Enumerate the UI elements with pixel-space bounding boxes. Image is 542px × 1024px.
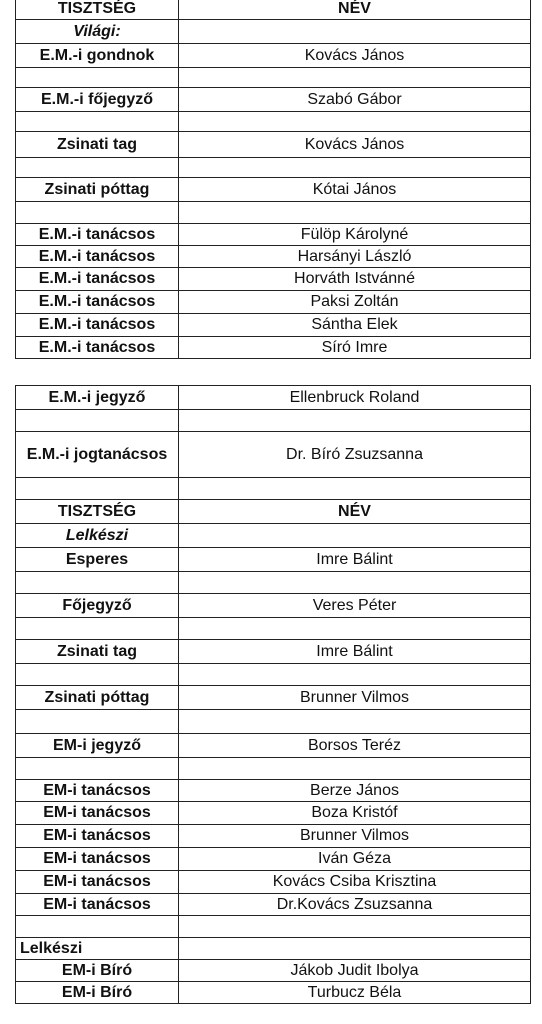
position-cell: E.M.-i gondnok <box>16 44 179 68</box>
name-cell <box>179 710 531 734</box>
position-cell: EM-i jegyző <box>16 734 179 758</box>
table-row <box>16 548 531 572</box>
name-cell: Veres Péter <box>179 594 531 618</box>
table-row <box>16 337 531 359</box>
name-cell: Horváth Istvánné <box>179 268 531 291</box>
table-row <box>16 524 531 548</box>
table-row <box>16 982 531 1004</box>
table-row <box>16 178 531 202</box>
position-cell: EM-i tanácsos <box>16 802 179 825</box>
name-cell: Imre Bálint <box>179 548 531 572</box>
table-row <box>16 132 531 158</box>
table-row <box>16 0 531 20</box>
table-row <box>16 224 531 246</box>
table-row <box>16 158 531 178</box>
name-cell <box>179 68 531 88</box>
name-cell <box>179 112 531 132</box>
position-cell: EM-i Bíró <box>16 982 179 1004</box>
name-cell <box>179 938 531 960</box>
position-cell <box>16 478 179 500</box>
name-cell <box>179 478 531 500</box>
name-cell <box>179 664 531 686</box>
position-cell <box>16 158 179 178</box>
name-cell: Imre Bálint <box>179 640 531 664</box>
table-row <box>16 848 531 871</box>
table-row <box>16 20 531 44</box>
position-cell: E.M.-i tanácsos <box>16 224 179 246</box>
name-cell: Kovács János <box>179 132 531 158</box>
name-cell <box>179 20 531 44</box>
table-row <box>16 734 531 758</box>
table-row <box>16 618 531 640</box>
position-cell: Zsinati tag <box>16 640 179 664</box>
name-cell: Szabó Gábor <box>179 88 531 112</box>
position-cell <box>16 618 179 640</box>
name-cell <box>179 618 531 640</box>
name-cell: Dr.Kovács Zsuzsanna <box>179 894 531 916</box>
position-cell: EM-i tanácsos <box>16 825 179 848</box>
table-row <box>16 314 531 337</box>
position-cell: TISZTSÉG <box>16 0 179 20</box>
table-row <box>16 68 531 88</box>
name-cell <box>179 202 531 224</box>
name-cell: Brunner Vilmos <box>179 825 531 848</box>
table-row <box>16 386 531 410</box>
table-row <box>16 500 531 524</box>
position-cell <box>16 202 179 224</box>
position-cell <box>16 916 179 938</box>
table-row <box>16 202 531 224</box>
table-row <box>16 938 531 960</box>
name-cell <box>179 524 531 548</box>
table-row <box>16 825 531 848</box>
position-cell: E.M.-i tanácsos <box>16 268 179 291</box>
name-cell: Boza Kristóf <box>179 802 531 825</box>
table-row <box>16 664 531 686</box>
name-cell: Fülöp Károlyné <box>179 224 531 246</box>
position-cell: TISZTSÉG <box>16 500 179 524</box>
position-cell: E.M.-i tanácsos <box>16 337 179 359</box>
position-cell: EM-i Bíró <box>16 960 179 982</box>
position-cell: E.M.-i főjegyző <box>16 88 179 112</box>
position-cell: EM-i tanácsos <box>16 894 179 916</box>
table-row <box>16 478 531 500</box>
table-row <box>16 410 531 432</box>
name-cell <box>179 572 531 594</box>
table-row <box>16 686 531 710</box>
name-cell: Kótai János <box>179 178 531 202</box>
position-cell: Zsinati tag <box>16 132 179 158</box>
position-cell <box>16 710 179 734</box>
name-cell <box>179 158 531 178</box>
name-cell: Brunner Vilmos <box>179 686 531 710</box>
position-cell: E.M.-i jogtanácsos <box>16 432 179 478</box>
position-cell: Esperes <box>16 548 179 572</box>
name-cell <box>179 916 531 938</box>
position-cell: E.M.-i tanácsos <box>16 291 179 314</box>
name-cell: Jákob Judit Ibolya <box>179 960 531 982</box>
position-cell: Zsinati póttag <box>16 178 179 202</box>
name-cell: NÉV <box>179 500 531 524</box>
table-row <box>16 640 531 664</box>
name-cell: Síró Imre <box>179 337 531 359</box>
name-cell: Turbucz Béla <box>179 982 531 1004</box>
table-row <box>16 594 531 618</box>
table-row <box>16 780 531 802</box>
position-cell: E.M.-i tanácsos <box>16 246 179 268</box>
table-row <box>16 710 531 734</box>
table-row <box>16 802 531 825</box>
position-cell <box>16 410 179 432</box>
table-row <box>16 268 531 291</box>
position-cell: E.M.-i jegyző <box>16 386 179 410</box>
name-cell: Ellenbruck Roland <box>179 386 531 410</box>
position-cell <box>16 68 179 88</box>
name-cell: Paksi Zoltán <box>179 291 531 314</box>
position-cell: EM-i tanácsos <box>16 780 179 802</box>
table-row <box>16 916 531 938</box>
position-cell <box>16 664 179 686</box>
name-cell: Iván Géza <box>179 848 531 871</box>
table-row <box>16 894 531 916</box>
position-cell: EM-i tanácsos <box>16 871 179 894</box>
table-row <box>16 432 531 478</box>
name-cell: Sántha Elek <box>179 314 531 337</box>
table-row <box>16 572 531 594</box>
name-cell <box>179 410 531 432</box>
position-cell: Lelkészi <box>16 938 179 960</box>
position-cell <box>16 758 179 780</box>
officials-table-clerical <box>15 385 531 1004</box>
position-cell <box>16 572 179 594</box>
position-cell: E.M.-i tanácsos <box>16 314 179 337</box>
position-cell: Zsinati póttag <box>16 686 179 710</box>
name-cell: Kovács Csiba Krisztina <box>179 871 531 894</box>
position-cell: Világi: <box>16 20 179 44</box>
table-row <box>16 112 531 132</box>
table-row <box>16 44 531 68</box>
table-row <box>16 246 531 268</box>
name-cell: Borsos Teréz <box>179 734 531 758</box>
table-row <box>16 88 531 112</box>
position-cell: Lelkészi <box>16 524 179 548</box>
name-cell <box>179 758 531 780</box>
officials-table-secular <box>15 0 531 359</box>
name-cell: Kovács János <box>179 44 531 68</box>
name-cell: Dr. Bíró Zsuzsanna <box>179 432 531 478</box>
position-cell: EM-i tanácsos <box>16 848 179 871</box>
table-row <box>16 960 531 982</box>
table-row <box>16 291 531 314</box>
table-row <box>16 758 531 780</box>
name-cell: Harsányi László <box>179 246 531 268</box>
name-cell: NÉV <box>179 0 531 20</box>
position-cell: Főjegyző <box>16 594 179 618</box>
name-cell: Berze János <box>179 780 531 802</box>
table-row <box>16 871 531 894</box>
position-cell <box>16 112 179 132</box>
